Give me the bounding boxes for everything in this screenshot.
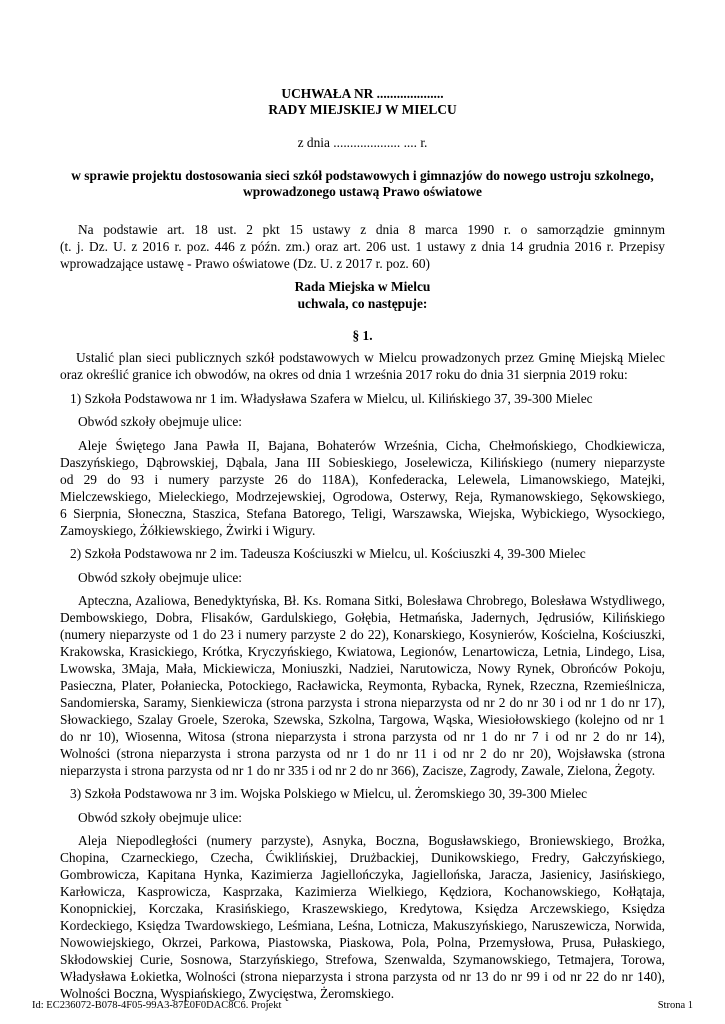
council-resolves: uchwala, co następuje:: [297, 296, 428, 311]
council-name: Rada Miejska w Mielcu: [294, 279, 431, 294]
school-2-streets-line: Sandomierska, Saramy, Sienkiewicza (strona parzysta i strona nieparzysta od nr 2 do nr 30 i od nr 1 do nr 17),: [60, 695, 665, 710]
legal-basis-line-3: wprowadzające ustawę - Prawo oświatowe (Dz. U. z 2017 r. poz. 60): [60, 256, 430, 271]
school-2-heading: 2) Szkoła Podstawowa nr 2 im. Tadeusza Kościuszki w Mielcu, ul. Kościuszki 4, 39-300 Mielec: [70, 546, 586, 561]
resolution-title: UCHWAŁA NR ....................: [281, 86, 444, 101]
school-2-streets-line: Apteczna, Azaliowa, Benedyktyńska, Bł. Ks. Romana Sitki, Bolesława Chrobrego, Bolesława Wstydliwego,: [78, 593, 665, 608]
school-3-streets-line: Karłowicza, Kasprowicza, Kasprzaka, Kazimierza Wielkiego, Kędziora, Kochanowskiego, Kołłątaja,: [60, 884, 665, 899]
school-3-streets-line: Władysława Łokietka, Wolności (strona nieparzysta i strona parzysta od nr 13 do nr 99 i od nr 22 do nr 140),: [60, 969, 665, 984]
school-1-district-label: Obwód szkoły obejmuje ulice:: [78, 414, 243, 429]
school-2-streets-line: Lwowska, 3Maja, Mała, Mickiewicza, Moniuszki, Nadziei, Narutowicza, Nowy Rynek, Obrońców Pokoju,: [60, 661, 665, 676]
school-3-streets-line: Aleja Niepodległości (numery parzyste), Asnyka, Boczna, Bogusławskiego, Broniewskiego, Brożka,: [78, 833, 665, 848]
school-1-streets-line: 6 Sierpnia, Słoneczna, Staszica, Stefana Batorego, Teligi, Warszawska, Wiejska, Wybickiego, Wysockiego,: [60, 506, 665, 521]
school-1-streets-line: Daszyńskiego, Dąbrowskiej, Dąbala, Jana III Sobieskiego, Joselewicza, Kilińskiego (numery nieparzyste: [60, 455, 665, 470]
school-3-streets-line: Chopina, Czarneckiego, Czecha, Ćwiklińskiej, Drużbackiej, Dunikowskiego, Fredry, Gałczyńskiego,: [60, 850, 665, 865]
subject-line-2: wprowadzonego ustawą Prawo oświatowe: [243, 184, 482, 199]
date-line: z dnia .................... .... r.: [297, 135, 428, 150]
school-1-streets-line: od 29 do 93 i numery parzyste 26 do 118A), Konfederacka, Lelewela, Limanowskiego, Matejki,: [60, 472, 665, 487]
intro-line-2: oraz określić granice ich obwodów, na okres od dnia 1 września 2017 roku do dnia 31 sierpnia 2019 roku:: [60, 367, 628, 382]
school-1-streets-line: Zamoyskiego, Żółkiewskiego, Żwirki i Wigury.: [60, 523, 316, 538]
school-1-streets-line: Aleje Świętego Jana Pawła II, Bajana, Bohaterów Września, Cicha, Chełmońskiego, Chodkiewicza,: [78, 438, 665, 453]
legal-basis-line-2: (t. j. Dz. U. z 2016 r. poz. 446 z późn. zm.) oraz art. 206 ust. 1 ustawy z dnia 14 grudnia 2016 r. Przepisy: [60, 239, 665, 254]
school-1-heading: 1) Szkoła Podstawowa nr 1 im. Władysława Szafera w Mielcu, ul. Kilińskiego 37, 39-300 Mielec: [70, 391, 593, 406]
school-3-district-label: Obwód szkoły obejmuje ulice:: [78, 810, 243, 825]
school-1-streets-line: Mielczewskiego, Mieleckiego, Modrzejewskiej, Ogrodowa, Osterwy, Reja, Rymanowskiego, Sękowskiego,: [60, 489, 665, 504]
school-3-streets-line: Konopnickiej, Korczaka, Krasińskiego, Kraszewskiego, Kredytowa, Księdza Arczewskiego, Księdza: [60, 901, 665, 916]
school-3-streets-line: Nowowiejskiego, Okrzei, Parkowa, Piastowska, Piaskowa, Pola, Polna, Przemysłowa, Prusa, Pułaskiego,: [60, 935, 665, 950]
legal-basis-line-1: Na podstawie art. 18 ust. 2 pkt 15 ustawy z dnia 8 marca 1990 r. o samorządzie gminnym: [78, 222, 665, 237]
school-2-streets-line: (numery nieparzyste od 1 do 23 i numery parzyste 2 do 22), Konarskiego, Kosynierów, Kościelna, Kościuszki,: [60, 627, 665, 642]
paragraph-mark: § 1.: [352, 328, 373, 343]
school-2-streets-line: Słowackiego, Szalay Groele, Szeroka, Szewska, Szkolna, Targowa, Wąska, Wiesiołowskiego (kolejno od nr 1: [60, 712, 665, 727]
intro-line-1: Ustalić plan sieci publicznych szkół podstawowych w Mielcu prowadzonych przez Gminę Miejską Mielec: [76, 350, 665, 365]
school-2-streets-line: Dembowskiego, Dobra, Flisaków, Gardulskiego, Gołębia, Hetmańska, Jadernych, Jędrusiów, Kilińskiego: [60, 610, 665, 625]
school-2-streets-line: Wolności (strona nieparzysta i strona parzysta od nr 1 do nr 11 i od nr 2 do nr 20), Wojsławska (strona: [60, 746, 665, 761]
school-3-streets-line: Gombrowicza, Kapitana Hynka, Kazimierza Jagiellończyka, Jagiellońska, Jaracza, Jasienicy, Jasińskiego,: [60, 867, 665, 882]
council-title: RADY MIEJSKIEJ W MIELCU: [268, 102, 457, 117]
page-number: Strona 1: [657, 1000, 693, 1011]
school-2-district-label: Obwód szkoły obejmuje ulice:: [78, 570, 243, 585]
school-3-streets-line: Kordeckiego, Księdza Twardowskiego, Leśmiana, Leśna, Lotnicza, Makuszyńskiego, Naruszewicza, Norwida,: [60, 918, 665, 933]
school-2-streets-line: Krakowska, Krasickiego, Krótka, Kryczyńskiego, Kwiatowa, Legionów, Lenartowicza, Letnia, Lindego, Lisa,: [60, 644, 665, 659]
school-3-streets-line: Skłodowskiej Curie, Sosnowa, Starzyńskiego, Strefowa, Szenwalda, Szymanowskiego, Tetmajera, Torowa,: [60, 952, 665, 967]
subject-line-1: w sprawie projektu dostosowania sieci szkół podstawowych i gimnazjów do nowego ustroju szkolnego,: [71, 168, 654, 183]
school-2-streets-line: nieparzysta i strona parzysta od nr 1 do nr 335 i od nr 2 do nr 366), Zacisze, Zagrody, Zawale, Zielona, Żegoty.: [60, 763, 656, 778]
school-2-streets-line: Pasieczna, Plater, Połaniecka, Potockiego, Racławicka, Reymonta, Rybacka, Rynek, Rzeczna, Rzemieślnicza,: [60, 678, 665, 693]
document-id-footer: Id: EC236072-B078-4F05-99A3-87E0F0DAC8C6. Projekt: [32, 1000, 282, 1011]
school-2-streets-line: do nr 10), Wiosenna, Witosa (strona nieparzysta i strona parzysta od nr 1 do nr 7 i od nr 2 do nr 14),: [60, 729, 665, 744]
school-3-heading: 3) Szkoła Podstawowa nr 3 im. Wojska Polskiego w Mielcu, ul. Żeromskiego 30, 39-300 Mielec: [70, 786, 588, 801]
school-3-streets-line: Wolności Boczna, Wyspiańskiego, Zwycięstwa, Żeromskiego.: [60, 986, 395, 1001]
